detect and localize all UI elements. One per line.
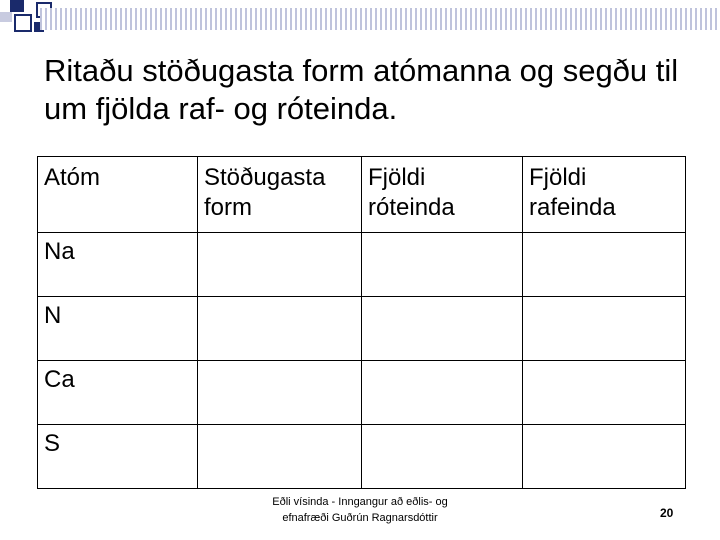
header-stable-form: Stöðugasta form: [198, 157, 362, 233]
electron-count-cell: [523, 297, 686, 361]
proton-count-cell: [362, 233, 523, 297]
atom-table: [37, 156, 686, 489]
page-number: 20: [660, 506, 674, 520]
table-header-row: [38, 157, 686, 233]
slide-title: Ritaðu stöðugasta form atómanna og segðu til um fjölda raf- og róteinda.: [44, 53, 679, 126]
proton-count-cell: [362, 297, 523, 361]
deco-square: [14, 14, 32, 32]
header-electron-count: Fjöldi rafeinda: [523, 157, 686, 233]
table-row: [38, 425, 686, 489]
footer-line: efnafræði Guðrún Ragnarsdóttir: [282, 512, 438, 524]
header-proton-count: Fjöldi róteinda: [362, 157, 523, 233]
proton-count-cell: [362, 425, 523, 489]
header-atom: Atóm: [38, 157, 198, 233]
electron-count-cell: [523, 233, 686, 297]
atom-cell: Ca: [38, 361, 198, 425]
deco-square: [0, 12, 12, 22]
proton-count-cell: [362, 361, 523, 425]
atom-cell: Na: [38, 233, 198, 297]
stable-form-cell: [198, 233, 362, 297]
electron-count-cell: [523, 425, 686, 489]
slide-footer: [240, 494, 480, 526]
stable-form-cell: [198, 361, 362, 425]
deco-square: [10, 0, 24, 12]
table-row: [38, 297, 686, 361]
stable-form-cell: [198, 297, 362, 361]
table-row: [38, 233, 686, 297]
footer-line: Eðli vísinda - Inngangur að eðlis- og: [272, 496, 448, 508]
header-stripe-bar: [40, 8, 720, 30]
electron-count-cell: [523, 361, 686, 425]
table-row: [38, 361, 686, 425]
atom-cell: N: [38, 297, 198, 361]
atom-cell: S: [38, 425, 198, 489]
stable-form-cell: [198, 425, 362, 489]
